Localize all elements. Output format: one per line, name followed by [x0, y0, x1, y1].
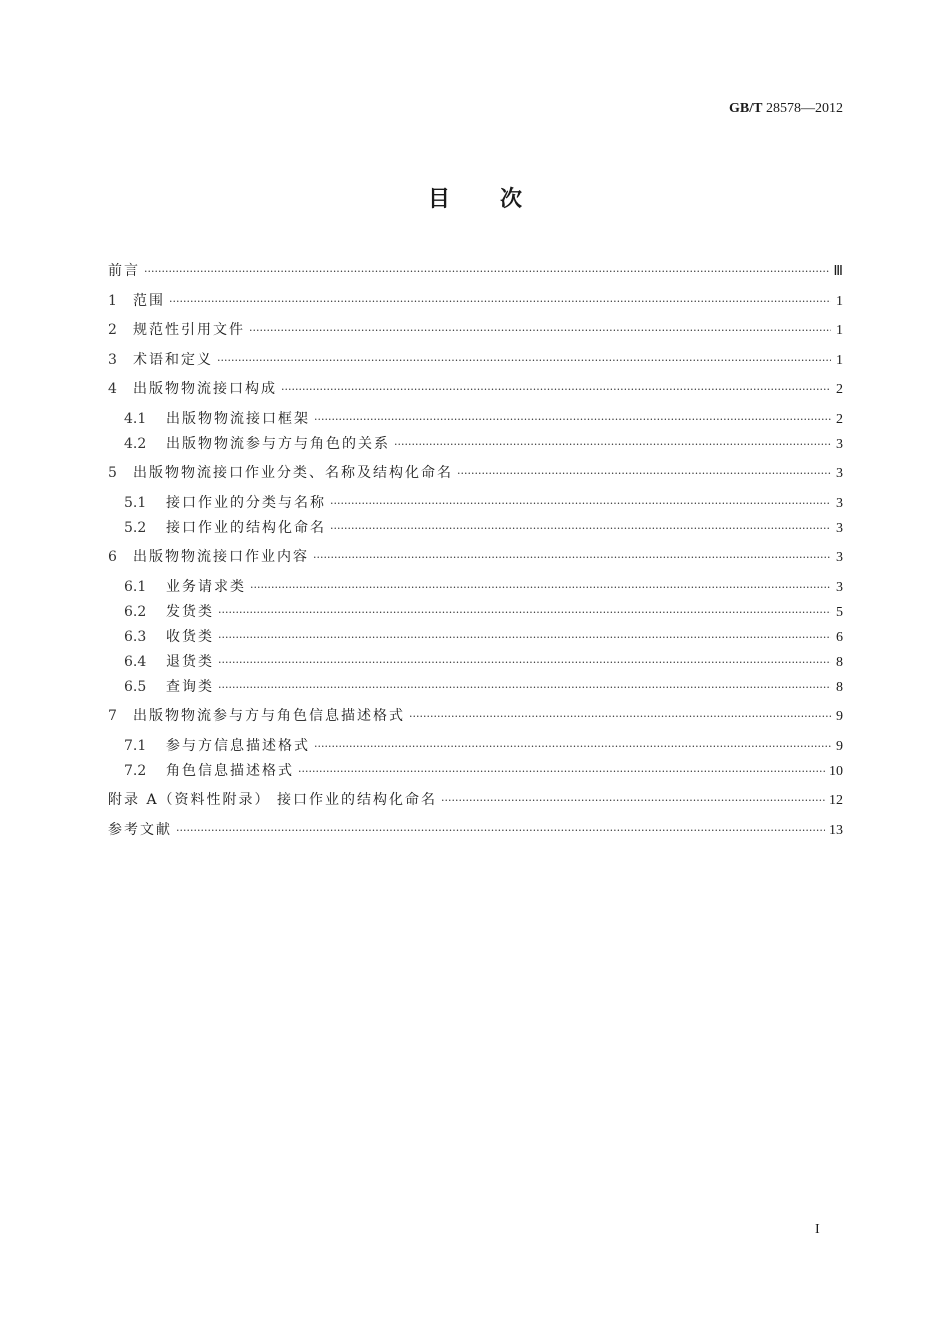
toc-entry-number: 2	[108, 322, 117, 338]
toc-entry[interactable]	[108, 677, 843, 697]
page-number: I	[815, 1222, 820, 1237]
toc-entry-title: 术语和定义	[133, 351, 213, 368]
dot-leader	[218, 678, 831, 698]
toc-entry-page: 3	[836, 550, 843, 565]
toc-entry-page: 12	[829, 793, 843, 808]
toc-entry-page: 3	[836, 520, 843, 536]
toc-entry-title: 出版物物流参与方与角色信息描述格式	[133, 708, 405, 724]
toc-entry-title: 出版物物流接口框架	[166, 410, 310, 427]
toc-entry-title: 接口作业的结构化命名	[166, 519, 326, 536]
toc-entry-title: 参与方信息描述格式	[166, 737, 310, 754]
toc-entry-number: 6.5	[124, 678, 147, 695]
toc-entry-number: 7	[108, 708, 117, 724]
toc-entry-title: 附录 A（资料性附录） 接口作业的结构化命名	[108, 792, 438, 808]
standard-code-number: 28578—2012	[766, 101, 843, 116]
toc-entry-number: 7.1	[124, 737, 147, 754]
toc-entry[interactable]	[108, 790, 843, 810]
dot-leader	[314, 410, 831, 430]
standard-code	[729, 101, 843, 117]
toc-entry-number: 6.3	[124, 628, 147, 645]
toc-entry-title: 角色信息描述格式	[166, 762, 294, 779]
toc-entry-title: 出版物物流接口构成	[133, 381, 277, 397]
toc-entry-page: 5	[836, 604, 843, 620]
toc-entry-number: 6.2	[124, 603, 147, 620]
toc-entry-page: 2	[836, 382, 843, 397]
toc-entry-page: 10	[829, 763, 843, 779]
toc-entry[interactable]	[108, 652, 843, 672]
dot-leader	[314, 737, 831, 757]
dot-leader	[330, 494, 831, 514]
dot-leader	[218, 628, 831, 648]
toc-entry[interactable]	[108, 547, 843, 567]
toc-entry[interactable]	[108, 627, 843, 647]
table-of-contents	[108, 261, 843, 840]
dot-leader	[217, 351, 831, 371]
toc-entry-title: 前言	[108, 263, 140, 279]
toc-entry-page: 1	[836, 293, 843, 309]
toc-entry-number: 3	[108, 351, 117, 368]
toc-entry-title: 参考文献	[108, 821, 172, 838]
dot-leader	[144, 262, 829, 282]
toc-entry-number: 6.1	[124, 578, 147, 595]
dot-leader	[441, 791, 825, 811]
toc-entry-title: 查询类	[166, 678, 214, 695]
toc-entry-number: 6	[108, 549, 117, 565]
toc-entry[interactable]	[108, 736, 843, 756]
toc-entry-number: 5	[108, 465, 117, 481]
toc-entry-number: 4.2	[124, 435, 147, 452]
toc-entry-title: 出版物物流参与方与角色的关系	[166, 435, 390, 452]
dot-leader	[281, 380, 831, 400]
toc-entry-title: 业务请求类	[166, 578, 246, 595]
toc-entry-page: 3	[836, 579, 843, 595]
dot-leader	[394, 435, 831, 455]
toc-entry-page: 3	[836, 436, 843, 452]
toc-entry-title: 出版物物流接口作业内容	[133, 549, 309, 565]
toc-entry-number: 5.2	[124, 519, 147, 536]
toc-entry-number: 7.2	[124, 762, 147, 779]
toc-entry-title: 发货类	[166, 603, 214, 620]
toc-entry[interactable]	[108, 602, 843, 622]
toc-entry[interactable]	[108, 261, 843, 281]
toc-entry[interactable]	[108, 320, 843, 340]
toc-entry-page: Ⅲ	[833, 264, 843, 279]
page-title: 目次	[427, 187, 572, 212]
dot-leader	[176, 821, 825, 841]
toc-entry[interactable]	[108, 463, 843, 483]
toc-entry-number: 1	[108, 292, 117, 309]
toc-entry-page: 1	[836, 323, 843, 338]
dot-leader	[298, 762, 825, 782]
toc-entry[interactable]	[108, 706, 843, 726]
toc-entry[interactable]	[108, 434, 843, 454]
toc-entry-page: 6	[836, 629, 843, 645]
toc-entry[interactable]	[108, 577, 843, 597]
toc-entry-page: 8	[836, 654, 843, 670]
toc-entry-page: 9	[836, 709, 843, 724]
dot-leader	[330, 519, 831, 539]
toc-entry[interactable]	[108, 518, 843, 538]
toc-entry[interactable]	[108, 761, 843, 781]
dot-leader	[169, 292, 831, 312]
toc-entry-title: 出版物物流接口作业分类、名称及结构化命名	[133, 465, 453, 481]
toc-entry-number: 4.1	[124, 410, 147, 427]
toc-entry-page: 9	[836, 738, 843, 754]
standard-code-prefix: GB/T	[729, 101, 763, 116]
dot-leader	[249, 321, 831, 341]
toc-entry-title: 范围	[133, 292, 165, 309]
toc-entry-number: 4	[108, 381, 117, 397]
toc-entry[interactable]	[108, 379, 843, 399]
toc-entry-number: 5.1	[124, 494, 147, 511]
toc-entry[interactable]	[108, 493, 843, 513]
toc-entry-page: 13	[829, 822, 843, 838]
toc-entry[interactable]	[108, 350, 843, 370]
toc-entry-page: 1	[836, 352, 843, 368]
toc-entry-number: 6.4	[124, 653, 147, 670]
dot-leader	[218, 653, 831, 673]
dot-leader	[457, 464, 831, 484]
toc-entry[interactable]	[108, 291, 843, 311]
dot-leader	[313, 548, 831, 568]
toc-entry[interactable]	[108, 409, 843, 429]
toc-entry-page: 8	[836, 679, 843, 695]
toc-entry[interactable]	[108, 820, 843, 840]
dot-leader	[218, 603, 831, 623]
toc-entry-page: 3	[836, 495, 843, 511]
toc-entry-title: 退货类	[166, 653, 214, 670]
toc-entry-page: 3	[836, 466, 843, 481]
toc-entry-title: 规范性引用文件	[133, 322, 245, 338]
dot-leader	[409, 707, 831, 727]
toc-entry-page: 2	[836, 411, 843, 427]
toc-entry-title: 接口作业的分类与名称	[166, 494, 326, 511]
dot-leader	[250, 578, 831, 598]
toc-entry-title: 收货类	[166, 628, 214, 645]
